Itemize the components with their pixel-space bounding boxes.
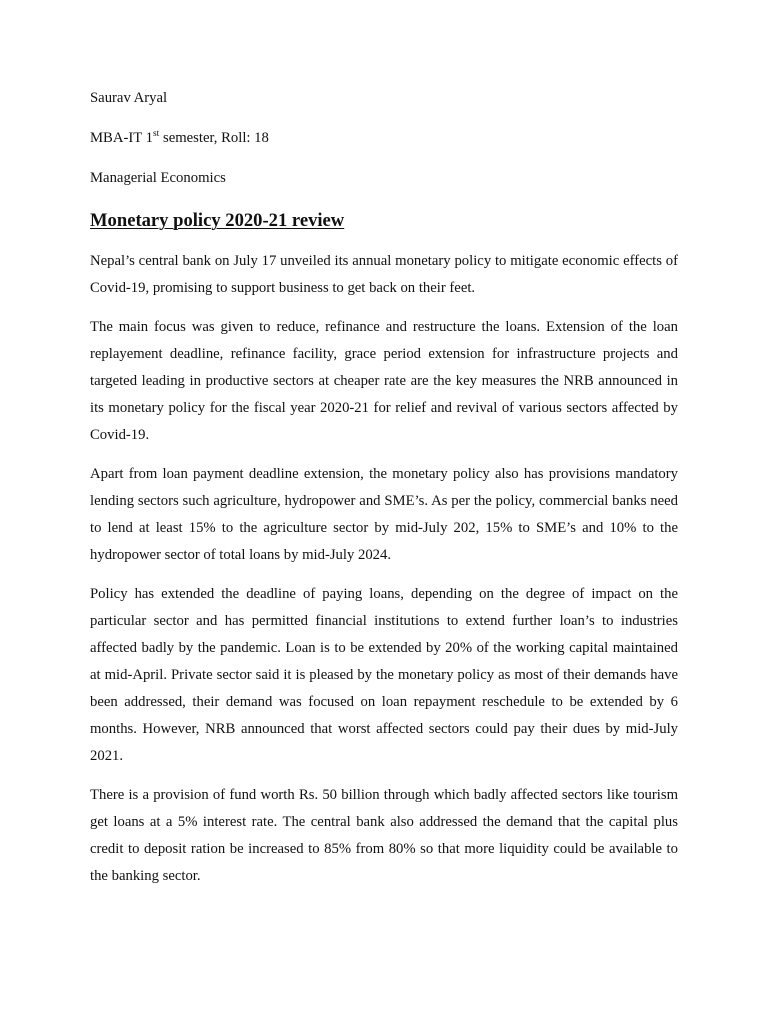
paragraph-deadline-extension: Policy has extended the deadline of paying loans, depending on the degree of impact on the particular sector and has permitted financial institutions to extend further loan’s to industries affected badly by the pandemic. Loan is to be extended by 20% of the working capital maintained at mid-April. Private sector said it is pleased by the monetary policy as most of their demands have been addressed, their demand was focused on loan repayment reschedule to be extended by 6 months. However, NRB announced that worst affected sectors could pay their dues by mid-July 2021. [90, 586, 678, 764]
program-suffix: semester, Roll: 18 [159, 130, 269, 146]
course-name: Managerial Economics [90, 170, 226, 186]
document-page [90, 88, 678, 902]
paragraph-intro: Nepal’s central bank on July 17 unveiled its annual monetary policy to mitigate economic effects of Covid-19, promising to support business to get back on their feet. [90, 253, 678, 296]
paragraph-main-focus: The main focus was given to reduce, refinance and restructure the loans. Extension of the loan replayement deadline, refinance facility, grace period extension for infrastructure projects and targeted leading in productive sectors at cheaper rate are the key measures the NRB announced in its monetary policy for the fiscal year 2020-21 for relief and revival of various sectors affected by Covid-19. [90, 319, 678, 443]
program-superscript: st [152, 129, 160, 140]
paragraph-fund-provision: There is a provision of fund worth Rs. 50 billion through which badly affected sectors like tourism get loans at a 5% interest rate. The central bank also addressed the demand that the capital plus credit to deposit ration be increased to 85% from 80% so that more liquidity could be available to the banking sector. [90, 787, 678, 884]
author-name: Saurav Aryal [90, 90, 168, 106]
document-title: Monetary policy 2020-21 review [90, 210, 345, 231]
paragraph-lending-sectors: Apart from loan payment deadline extension, the monetary policy also has provisions mandatory lending sectors such agriculture, hydropower and SME’s. As per the policy, commercial banks need to lend at least 15% to the agriculture sector by mid-July 202, 15% to SME’s and 10% to the hydropower sector of total loans by mid-July 2024. [90, 466, 678, 563]
program-prefix: MBA-IT 1 [90, 130, 153, 146]
program-line [90, 128, 678, 148]
